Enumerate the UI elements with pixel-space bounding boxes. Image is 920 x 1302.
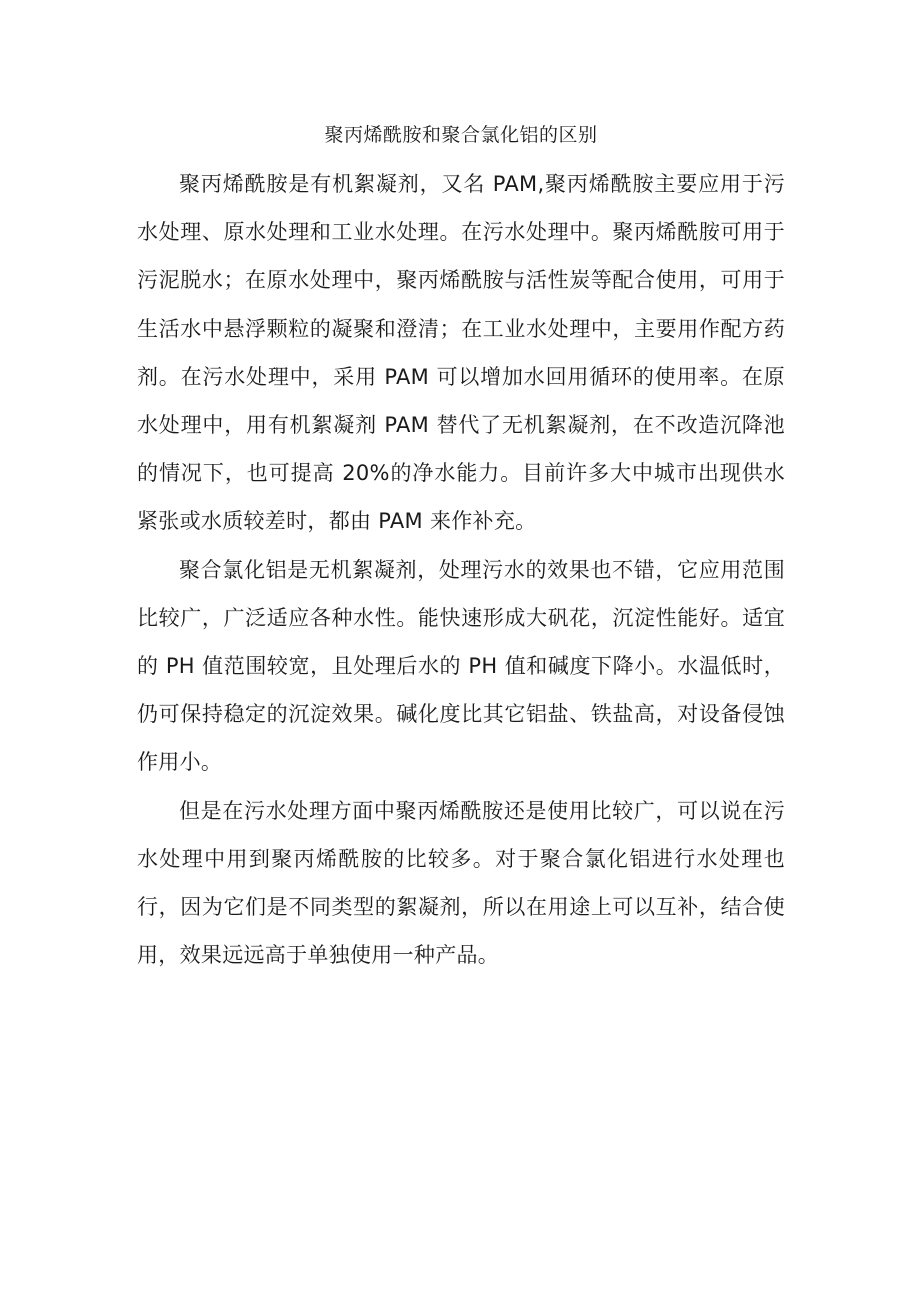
document-body — [137, 160, 785, 979]
paragraph-pam: 聚丙烯酰胺是有机絮凝剂，又名 PAM,聚丙烯酰胺主要应用于污水处理、原水处理和工业水处理。在污水处理中。聚丙烯酰胺可用于污泥脱水；在原水处理中，聚丙烯酰胺与活性炭等配合使用，可用于生活水中悬浮颗粒的凝聚和澄清；在工业水处理中，主要用作配方药剂。在污水处理中，采用 PAM 可以增加水回用循环的使用率。在原水处理中，用有机絮凝剂 PAM 替代了无机絮凝剂，在不改造沉降池的情况下，也可提高 20%的净水能力。目前许多大中城市出现供水紧张或水质较差时，都由 PAM 来作补充。 — [137, 172, 785, 534]
document-title: 聚丙烯酰胺和聚合氯化铝的区别 — [324, 124, 598, 146]
paragraph-conclusion: 但是在污水处理方面中聚丙烯酰胺还是使用比较广，可以说在污水处理中用到聚丙烯酰胺的比较多。对于聚合氯化铝进行水处理也行，因为它们是不同类型的絮凝剂，所以在用途上可以互补，结合使用，效果远远高于单独使用一种产品。 — [137, 798, 785, 968]
paragraph-pac: 聚合氯化铝是无机絮凝剂，处理污水的效果也不错，它应用范围比较广，广泛适应各种水性。能快速形成大矾花，沉淀性能好。适宜的 PH 值范围较宽，且处理后水的 PH 值和碱度下降小。水温低时，仍可保持稳定的沉淀效果。碱化度比其它铝盐、铁盐高，对设备侵蚀作用小。 — [137, 557, 785, 775]
